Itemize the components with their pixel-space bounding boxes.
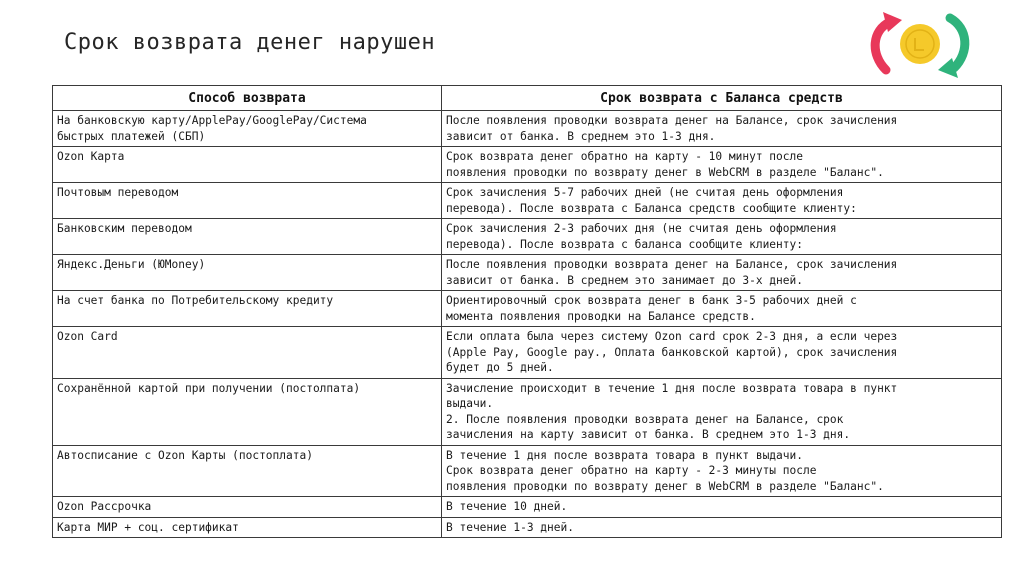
term-cell: В течение 1 дня после возврата товара в пункт выдачи. Срок возврата денег обратно на карту - 2-3 минуты после появления проводки по возврату денег в WebCRM в разделе "Баланс". (442, 445, 1002, 497)
method-cell: Ozon Карта (53, 147, 442, 183)
refund-cycle-logo (866, 8, 974, 80)
table-row (53, 183, 1002, 219)
table-row (53, 255, 1002, 291)
column-header-method: Способ возврата (53, 86, 442, 111)
term-cell: В течение 10 дней. (442, 497, 1002, 518)
table-header-row (53, 86, 1002, 111)
table-row (53, 219, 1002, 255)
method-cell: Банковским переводом (53, 219, 442, 255)
term-cell: После появления проводки возврата денег на Балансе, срок зачисления зависит от банка. В среднем это 1-3 дня. (442, 111, 1002, 147)
table-row (53, 291, 1002, 327)
term-cell: Срок зачисления 5-7 рабочих дней (не считая день оформления перевода). После возврата с Баланса средств сообщите клиенту: (442, 183, 1002, 219)
method-cell: Яндекс.Деньги (ЮMoney) (53, 255, 442, 291)
table-row (53, 497, 1002, 518)
term-cell: Срок возврата денег обратно на карту - 10 минут после появления проводки по возврату денег в WebCRM в разделе "Баланс". (442, 147, 1002, 183)
term-cell: Зачисление происходит в течение 1 дня после возврата товара в пункт выдачи. 2. После появления проводки возврата денег на Балансе, срок зачисления на карту зависит от банка. В среднем это 1-3 дня. (442, 378, 1002, 445)
method-cell: Карта МИР + соц. сертификат (53, 517, 442, 538)
method-cell: На счет банка по Потребительскому кредиту (53, 291, 442, 327)
table-row (53, 445, 1002, 497)
table-row (53, 378, 1002, 445)
method-cell: Ozon Card (53, 327, 442, 379)
method-cell: Сохранённой картой при получении (постолпата) (53, 378, 442, 445)
table-row (53, 147, 1002, 183)
table-row (53, 517, 1002, 538)
table-row (53, 111, 1002, 147)
method-cell: Автосписание с Ozon Карты (постоплата) (53, 445, 442, 497)
method-cell: Почтовым переводом (53, 183, 442, 219)
refund-table (52, 85, 1002, 538)
table-row (53, 327, 1002, 379)
method-cell: Ozon Рассрочка (53, 497, 442, 518)
method-cell: На банковскую карту/ApplePay/GooglePay/Система быстрых платежей (СБП) (53, 111, 442, 147)
refund-table-container (52, 85, 1001, 538)
term-cell: Если оплата была через систему Ozon card срок 2-3 дня, а если через (Apple Pay, Google pay., Оплата банковской картой), срок зачисления будет до 5 дней. (442, 327, 1002, 379)
column-header-term: Срок возврата с Баланса средств (442, 86, 1002, 111)
term-cell: В течение 1-3 дней. (442, 517, 1002, 538)
term-cell: После появления проводки возврата денег на Балансе, срок зачисления зависит от банка. В среднем это занимает до 3-х дней. (442, 255, 1002, 291)
term-cell: Ориентировочный срок возврата денег в банк 3-5 рабочих дней с момента появления проводки на Балансе средств. (442, 291, 1002, 327)
term-cell: Срок зачисления 2-3 рабочих дня (не считая день оформления перевода). После возврата с баланса сообщите клиенту: (442, 219, 1002, 255)
slide-title: Срок возврата денег нарушен (64, 30, 436, 55)
